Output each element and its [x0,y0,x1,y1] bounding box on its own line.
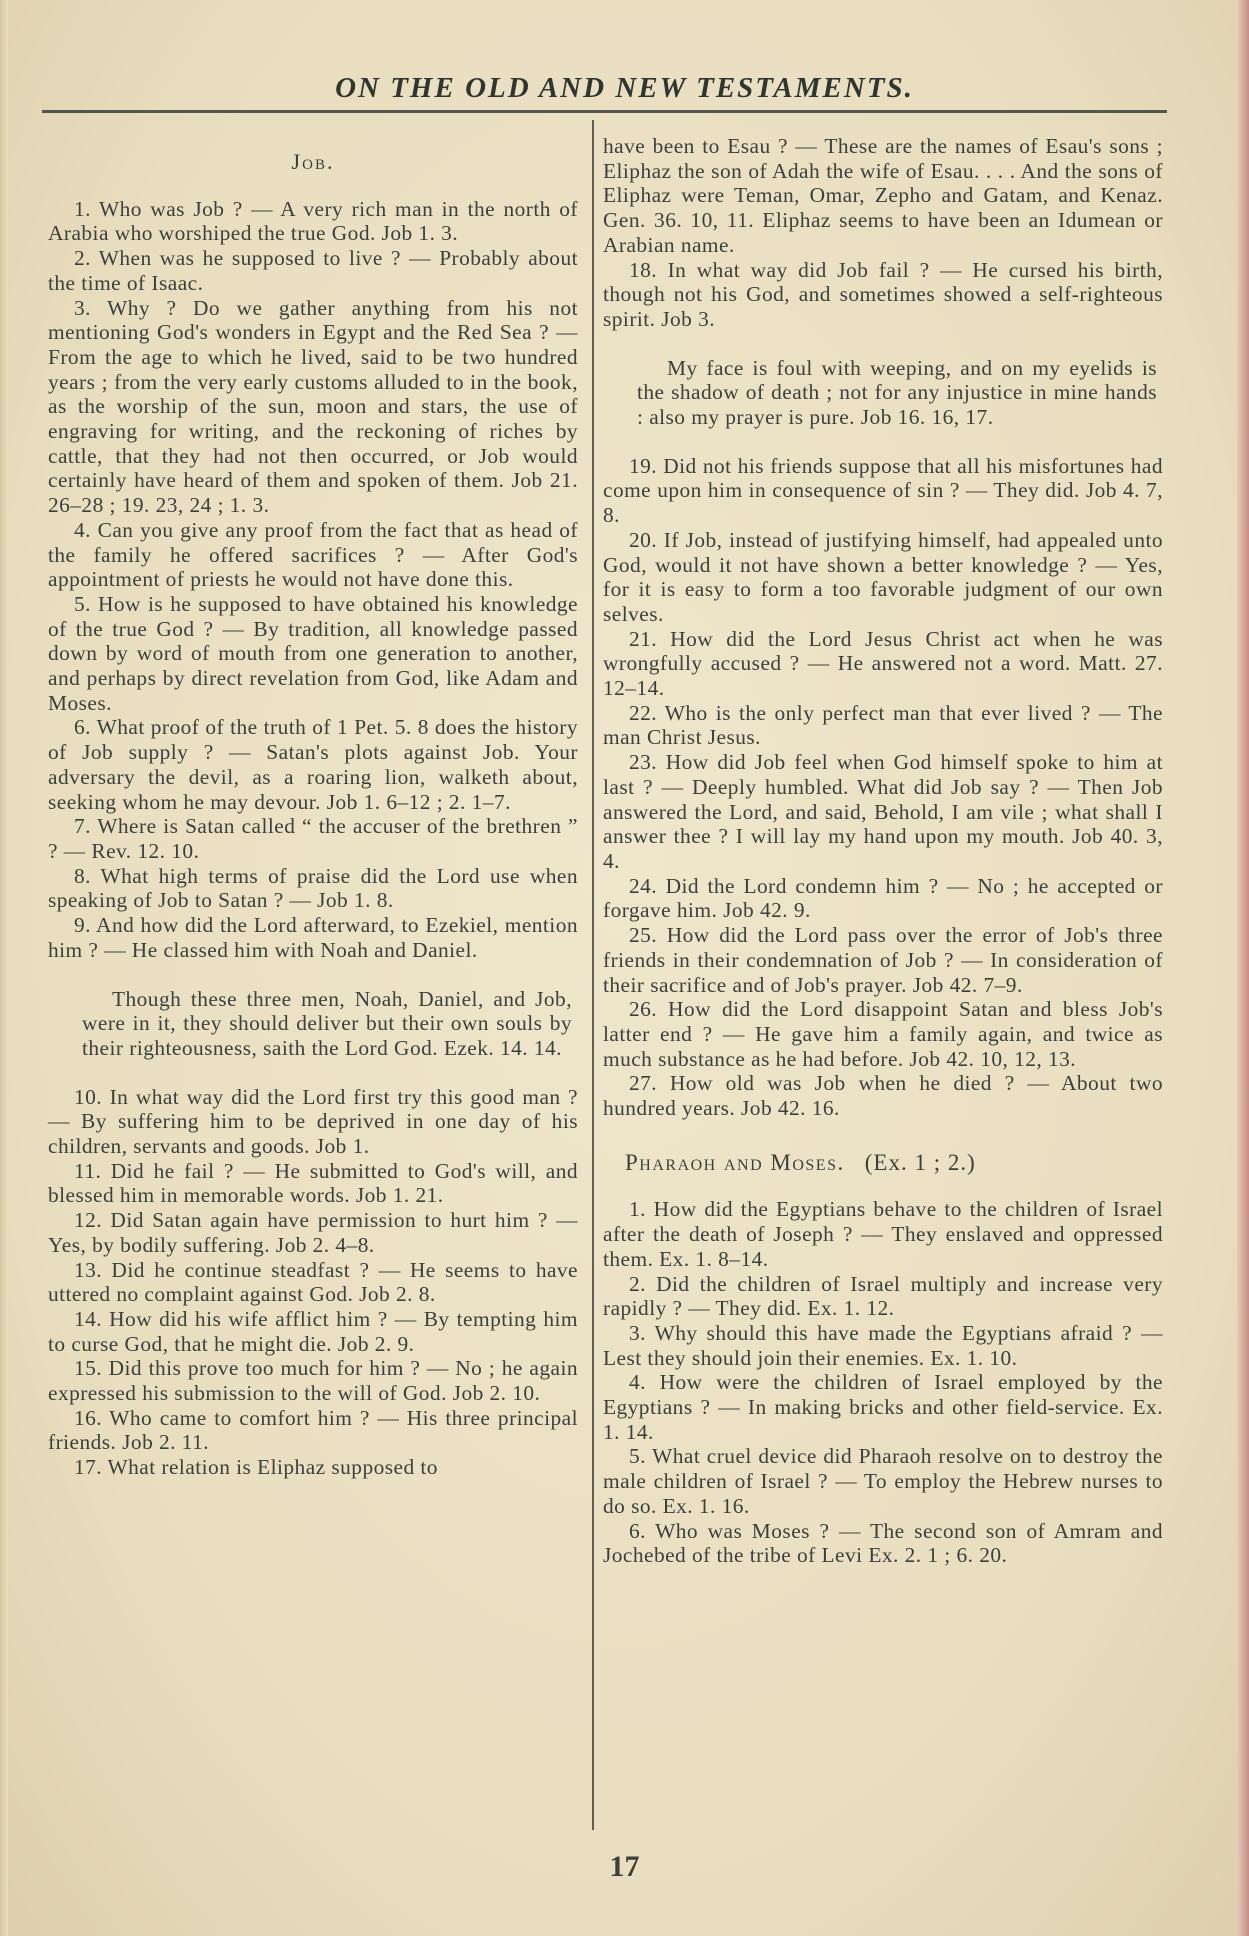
question-paragraph: 2. Did the children of Israel multiply and increase very rapidly ? — They did. Ex. 1. 12. [603,1271,1163,1321]
question-paragraph: 15. Did this prove too much for him ? — No ; he again expressed his submission to the will of God. Job 2. 10. [48,1356,578,1406]
question-paragraph: 6. What proof of the truth of 1 Pet. 5. 8 does the history of Job supply ? — Satan's plots against Job. Your adversary the devil, as a roaring lion, walketh about, seeking whom he may devour. Job 1. 6–12 ; 2. 1–7. [48,715,578,814]
running-head: ON THE OLD AND NEW TESTAMENTS. [335,72,914,104]
question-paragraph: 22. Who is the only perfect man that ever lived ? — The man Christ Jesus. [603,700,1163,750]
question-paragraph: 7. Where is Satan called “ the accuser of the brethren ” ? — Rev. 12. 10. [48,814,578,863]
column-divider [592,120,594,1830]
question-paragraph: 13. Did he continue steadfast ? — He seems to have uttered no complaint against God. Job 2. 8. [48,1257,578,1307]
question-paragraph: 27. How old was Job when he died ? — About two hundred years. Job 42. 16. [603,1071,1163,1121]
section-heading-job: Job. [291,149,335,174]
question-paragraph: 10. In what way did the Lord first try this good man ? — By suffering him to be deprived in one day of his children, servants and goods. Job 1. [48,1084,578,1159]
question-paragraph: 6. Who was Moses ? — The second son of Amram and Jochebed of the tribe of Levi Ex. 2. 1 ; 6. 20. [603,1518,1163,1568]
section-heading-reference: (Ex. 1 ; 2.) [864,1149,976,1175]
question-paragraph: 3. Why should this have made the Egyptians afraid ? — Lest they should join their enemies. Ex. 1. 10. [603,1320,1163,1370]
question-paragraph: 16. Who came to comfort him ? — His three principal friends. Job 2. 11. [48,1405,578,1455]
section-heading-pharaoh-moses [625,1151,1163,1176]
continued-paragraph: have been to Esau ? — These are the names of Esau's sons ; Eliphaz the son of Adah the wife of Esau. . . . And the sons of Eliphaz were Teman, Omar, Zepho and Gatam, and Kenaz. Gen. 36. 10, 11. Eliphaz seems to have been an Idumean or Arabian name. [603,134,1163,257]
question-paragraph: 20. If Job, instead of justifying himself, had appealed unto God, would it not have shown a better knowledge ? — Yes, for it is easy to form a too favorable judgment of our own selves. [603,527,1163,626]
question-paragraph: 4. How were the children of Israel employed by the Egyptians ? — In making bricks and other field-service. Ex. 1. 14. [603,1370,1163,1444]
question-paragraph: 24. Did the Lord condemn him ? — No ; he accepted or forgave him. Job 42. 9. [603,873,1163,923]
left-column [48,148,578,1480]
page-number: 17 [609,1850,640,1883]
scripture-quote: Though these three men, Noah, Daniel, and Job, were in it, they should deliver but their own souls by their righteousness, saith the Lord God. Ezek. 14. 14. [82,986,572,1060]
question-paragraph: 8. What high terms of praise did the Lord use when speaking of Job to Satan ? — Job 1. 8. [48,863,578,913]
question-paragraph: 11. Did he fail ? — He submitted to God's will, and blessed him in memorable words. Job 1. 21. [48,1158,578,1208]
question-paragraph: 18. In what way did Job fail ? — He cursed his birth, though not his God, and sometimes showed a self-righteous spirit. Job 3. [603,257,1163,331]
question-paragraph: 25. How did the Lord pass over the error of Job's three friends in their condemnation of Job ? — In consideration of their sacrifice and of Job's prayer. Job 42. 7–9. [603,923,1163,997]
question-paragraph: 21. How did the Lord Jesus Christ act when he was wrongfully accused ? — He answered not a word. Matt. 27. 12–14. [603,626,1163,701]
question-paragraph: 12. Did Satan again have permission to hurt him ? — Yes, by bodily suffering. Job 2. 4–8. [48,1208,578,1257]
section-heading-title: Pharaoh and Moses. [625,1149,845,1175]
right-column [603,134,1163,1568]
scripture-quote: My face is foul with weeping, and on my eyelids is the shadow of death ; not for any injustice in mine hands : also my prayer is pure. Job 16. 16, 17. [637,355,1157,430]
question-paragraph: 1. Who was Job ? — A very rich man in the north of Arabia who worshiped the true God. Job 1. 3. [48,196,578,246]
page-edge [1237,0,1249,1936]
question-paragraph: 19. Did not his friends suppose that all his misfortunes had come upon him in consequence of sin ? — They did. Job 4. 7, 8. [603,453,1163,528]
question-paragraph: 17. What relation is Eliphaz supposed to [74,1455,438,1480]
question-paragraph: 1. How did the Egyptians behave to the children of Israel after the death of Joseph ? — They enslaved and oppressed them. Ex. 1. 8–14. [603,1197,1163,1271]
question-paragraph: 9. And how did the Lord afterward, to Ezekiel, mention him ? — He classed him with Noah and Daniel. [48,913,578,962]
question-paragraph: 5. What cruel device did Pharaoh resolve on to destroy the male children of Israel ? — To employ the Hebrew nurses to do so. Ex. 1. 16. [603,1444,1163,1518]
question-paragraph: 5. How is he supposed to have obtained his knowledge of the true God ? — By tradition, all knowledge passed down by word of mouth from one generation to another, and perhaps by direct revelation from God, like Adam and Moses. [48,591,578,715]
page-gutter-shadow [0,0,8,1936]
question-paragraph: 2. When was he supposed to live ? — Probably about the time of Isaac. [48,246,578,295]
header-rule [42,110,1167,113]
question-paragraph: 26. How did the Lord disappoint Satan and bless Job's latter end ? — He gave him a family again, and twice as much substance as he had before. Job 42. 10, 12, 13. [603,997,1163,1071]
question-paragraph: 23. How did Job feel when God himself spoke to him at last ? — Deeply humbled. What did Job say ? — Then Job answered the Lord, and said, Behold, I am vile ; what shall I answer thee ? I will lay my hand upon my mouth. Job 40. 3, 4. [603,750,1163,873]
question-paragraph: 14. How did his wife afflict him ? — By tempting him to curse God, that he might die. Job 2. 9. [48,1306,578,1356]
question-paragraph: 4. Can you give any proof from the fact that as head of the family he offered sacrifices ? — After God's appointment of priests he would not have done this. [48,517,578,592]
question-paragraph: 3. Why ? Do we gather anything from his not mentioning God's wonders in Egypt and the Red Sea ? — From the age to which he lived, said to be two hundred years ; from the very early customs alluded to in the book, as the worship of the sun, moon and stars, the use of engraving for writing, and the reckoning of riches by cattle, that they had not then occurred, or Job would certainly have heard of them and spoken of them. Job 21. 26–28 ; 19. 23, 24 ; 1. 3. [48,295,578,518]
